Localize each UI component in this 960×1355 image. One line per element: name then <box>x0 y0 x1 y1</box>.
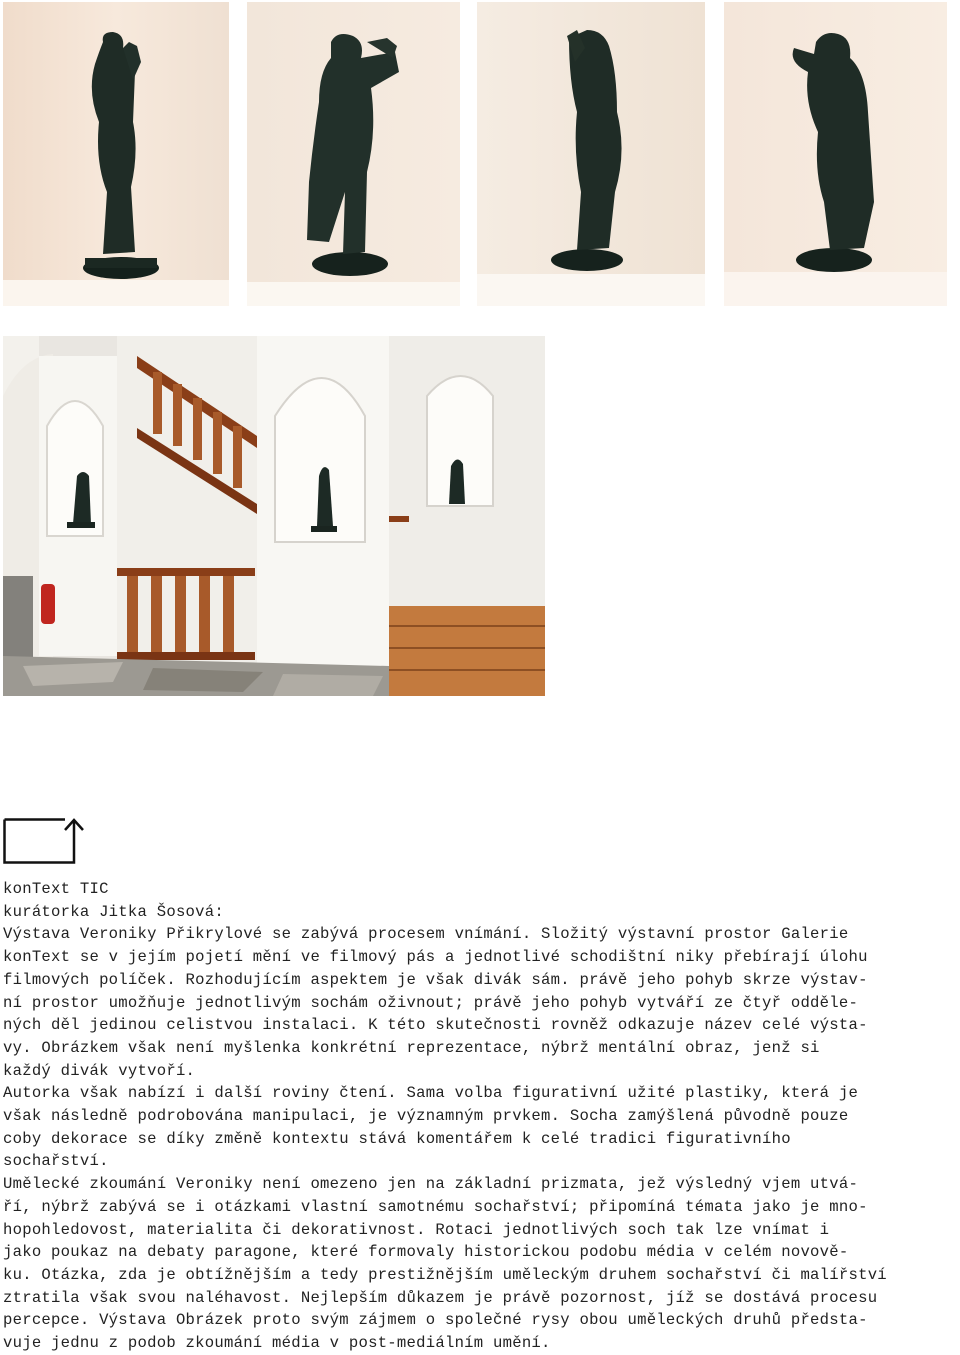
paragraph-3-line: Umělecké zkoumání Veroniky není omezeno jen na základní prizmata, jež výsledný vjem utvá- <box>3 1175 859 1194</box>
arrow-box-icon <box>3 818 87 864</box>
statue-photo-3 <box>477 2 705 306</box>
paragraph-2-line: coby dekorace se díky změně kontextu stává komentářem k celé tradici figurativního <box>3 1129 791 1148</box>
paragraph-1-line: ní prostor umožňuje jednotlivým sochám oživnout; právě jeho pohyb vytváří ze čtyř odděle- <box>3 993 859 1012</box>
paragraph-2-line: Autorka však nabízí i další roviny čtení. Sama volba figurativní užité plastiky, která je <box>3 1084 859 1103</box>
paragraph-3-line: ří, nýbrž zabývá se i otázkami vlastní samotnému sochařství; připomíná témata jako je mno- <box>3 1197 868 1216</box>
heading: konText TIC <box>3 880 109 898</box>
curator-line: kurátorka Jitka Šosová: <box>3 902 224 921</box>
paragraph-1-line: konText se v jejím pojetí mění ve filmový pás a jednotlivé schodištní niky přebírají úlohu <box>3 948 868 967</box>
paragraph-3-line: hopohledovost, materialita či dekorativnost. Rotaci jednotlivých soch tak lze vnímat i <box>3 1220 830 1239</box>
statue-photo-1 <box>3 2 229 306</box>
paragraph-3-line: percepce. Výstava Obrázek proto svým zájmem o společné rysy obou uměleckých druhů předsta- <box>3 1311 868 1330</box>
installation-photo <box>3 336 545 696</box>
paragraph-3-line: ku. Otázka, zda je obtížnějším a tedy prestižnějším uměleckým druhem sochařství či malířství <box>3 1265 887 1284</box>
paragraph-1-line: ných děl jedinou celistvou instalaci. K této skutečnosti rovněž odkazuje název celé výsta- <box>3 1016 868 1035</box>
paragraph-1-line: Výstava Veroniky Přikrylové se zabývá procesem vnímání. Složitý výstavní prostor Galerie <box>3 925 849 944</box>
paragraph-2-line: však následně podrobována manipulaci, je významným prvkem. Socha zamýšlená původně pouze <box>3 1107 849 1126</box>
statue-photo-4 <box>724 2 947 306</box>
paragraph-3-line: jako poukaz na debaty paragone, které formovaly historickou podobu média v celém novově- <box>3 1243 849 1262</box>
exhibition-text <box>3 878 958 1355</box>
paragraph-3-line: ztratila však svou naléhavost. Nejlepším důkazem je právě pozornost, jíž se dostává procesu <box>3 1288 878 1307</box>
statue-photo-2 <box>247 2 460 306</box>
paragraph-3-line: vuje jednu z podob zkoumání média v post-mediálním umění. <box>3 1334 551 1353</box>
paragraph-1-line: každý divák vytvoří. <box>3 1061 196 1080</box>
paragraph-2-line: sochařství. <box>3 1152 109 1171</box>
paragraph-1-line: vy. Obrázkem však není myšlenka konkrétní reprezentace, nýbrž mentální obraz, jenž si <box>3 1038 820 1057</box>
paragraph-1-line: filmových políček. Rozhodujícím aspektem je však divák sám. právě jeho pohyb skrze výstav- <box>3 970 868 989</box>
